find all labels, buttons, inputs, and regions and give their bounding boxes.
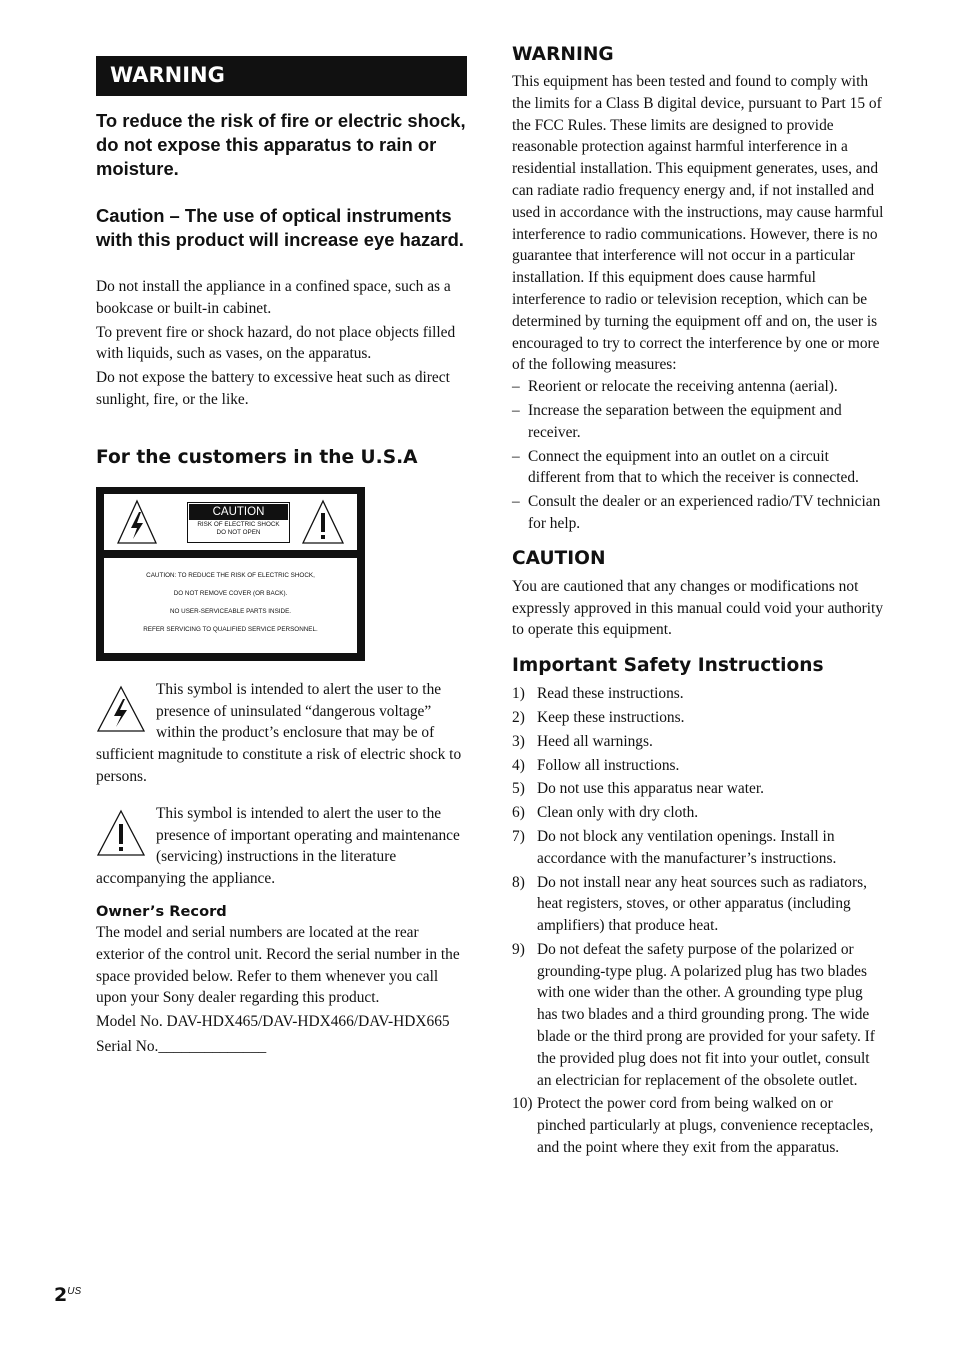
page-number: $2^{US}$ bbox=[54, 1284, 82, 1306]
optical-caution: Caution – The use of optical instruments with this product will increase eye hazard. bbox=[96, 205, 464, 250]
list-item: 4) Follow all instructions. bbox=[512, 756, 680, 774]
warning-paragraph: To prevent fire or shock hazard, do not place objects filled with liquids, such as vases, on the apparatus. bbox=[96, 323, 456, 363]
instructions-list bbox=[512, 683, 884, 1159]
list-item: 2) Keep these instructions. bbox=[512, 708, 685, 726]
do-not-open-text: DO NOT OPEN bbox=[216, 528, 261, 536]
fire-shock-warning: To reduce the risk of fire or electric shock, do not expose this apparatus to rain or moisture. bbox=[96, 110, 466, 179]
list-item: 9) Do not defeat the safety purpose of the polarized or grounding-type plug. A polarized plug has two blades with one wider than the other. A grounding type plug has two blades and a third grounding prong. The wide blade or the third prong are provided for your safety. If the provided plug does not fit into your outlet, consult an electrician for replacement of the obsolete outlet. bbox=[512, 940, 875, 1089]
list-item: – Connect the equipment into an outlet on a circuit different from that to which the receiver is connected. bbox=[512, 447, 859, 487]
usa-heading: For the customers in the U.S.A bbox=[96, 446, 418, 468]
owners-record-heading: Owner’s Record bbox=[96, 902, 227, 920]
measures-list bbox=[512, 376, 884, 535]
serial-number: Serial No.______________ bbox=[96, 1037, 267, 1055]
caution-label-top bbox=[104, 494, 357, 550]
safety-heading: Important Safety Instructions bbox=[512, 655, 824, 677]
list-item: 5) Do not use this apparatus near water. bbox=[512, 780, 764, 798]
list-item: 3) Heed all warnings. bbox=[512, 732, 653, 750]
caution-label-bottom bbox=[104, 558, 357, 653]
label-line: REFER SERVICING TO QUALIFIED SERVICE PERSONNEL. bbox=[143, 625, 318, 633]
page-suffix: US bbox=[67, 1286, 82, 1297]
general-warnings bbox=[96, 276, 467, 411]
caution-heading: CAUTION bbox=[512, 547, 606, 569]
owners-record-text: The model and serial numbers are located at the rear exterior of the control unit. Record the serial number in the space provided below. Refer to them whenever you call upon your Sony dealer regarding this product. bbox=[96, 923, 460, 1007]
model-number: Model No. DAV-HDX465/DAV-HDX466/DAV-HDX665 bbox=[96, 1013, 450, 1031]
list-item: 7) Do not block any ventilation openings. Install in accordance with the manufacturer’s instructions. bbox=[512, 827, 837, 867]
lightning-triangle-icon bbox=[116, 499, 158, 545]
label-line: CAUTION: TO REDUCE THE RISK OF ELECTRIC SHOCK, bbox=[146, 571, 315, 579]
fcc-text: This equipment has been tested and found to comply with the limits for a Class B digital device, pursuant to Part 15 of the FCC Rules. These limits are designed to provide reasonable protection against harmful interference in a residential installation. This equipment generates, uses, and can radiate radio frequency energy and, if not installed and used in accordance with the instructions, may cause harmful interference to radio communications. However, there is no guarantee that interference will not occur in a particular installation. If this equipment does cause harmful interference to radio or television reception, which can be determined by turning the equipment off and on, the user is encouraged to try to correct the interference by one or more of the following measures: bbox=[512, 73, 884, 374]
caution-box bbox=[187, 502, 290, 543]
warning-paragraph: Do not install the appliance in a confined space, such as a bookcase or built-in cabinet. bbox=[96, 278, 451, 317]
exclamation-triangle-icon bbox=[301, 499, 345, 545]
list-item: 10) Protect the power cord from being walked on or pinched particularly at plugs, convenience receptacles, and the point where they exit from the apparatus. bbox=[512, 1095, 874, 1157]
list-item: – Consult the dealer or an experienced radio/TV technician for help. bbox=[512, 493, 881, 532]
caution-word: CAUTION bbox=[189, 504, 288, 520]
warning-paragraph: Do not expose the battery to excessive heat such as direct sunlight, fire, or the like. bbox=[96, 369, 450, 408]
symbol-block-exclamation bbox=[96, 803, 467, 890]
list-item: 8) Do not install near any heat sources such as radiators, heat registers, stoves, or other apparatus (including amplifiers) that produce heat. bbox=[512, 873, 867, 935]
right-column bbox=[512, 44, 884, 1159]
symbol-lightning-text: This symbol is intended to alert the user to the presence of uninsulated “dangerous voltage” within the product’s enclosure that may be of sufficient magnitude to constitute a risk of electric shock to persons. bbox=[96, 680, 462, 785]
list-item: – Increase the separation between the equipment and receiver. bbox=[512, 401, 842, 441]
label-line: DO NOT REMOVE COVER (OR BACK). bbox=[173, 589, 288, 597]
list-item: 1) Read these instructions. bbox=[512, 685, 684, 703]
fcc-warning-heading: WARNING bbox=[512, 44, 614, 65]
label-line: NO USER-SERVICEABLE PARTS INSIDE. bbox=[169, 607, 292, 615]
risk-text: RISK OF ELECTRIC SHOCK bbox=[197, 520, 280, 528]
left-column bbox=[96, 56, 467, 1058]
caution-text: You are cautioned that any changes or modifications not expressly approved in this manual could void your authority to operate this equipment. bbox=[512, 577, 884, 639]
lightning-triangle-icon bbox=[96, 685, 146, 733]
symbol-exclamation-text: This symbol is intended to alert the user to the presence of important operating and maintenance (servicing) instructions in the literature accompanying the appliance. bbox=[96, 804, 460, 888]
list-item: 6) Clean only with dry cloth. bbox=[512, 804, 699, 822]
symbol-block-lightning bbox=[96, 679, 467, 788]
warning-title-bar: WARNING bbox=[96, 56, 467, 96]
exclamation-triangle-icon bbox=[96, 809, 146, 857]
caution-label-image bbox=[96, 487, 365, 661]
list-item: – Reorient or relocate the receiving antenna (aerial). bbox=[512, 378, 838, 396]
